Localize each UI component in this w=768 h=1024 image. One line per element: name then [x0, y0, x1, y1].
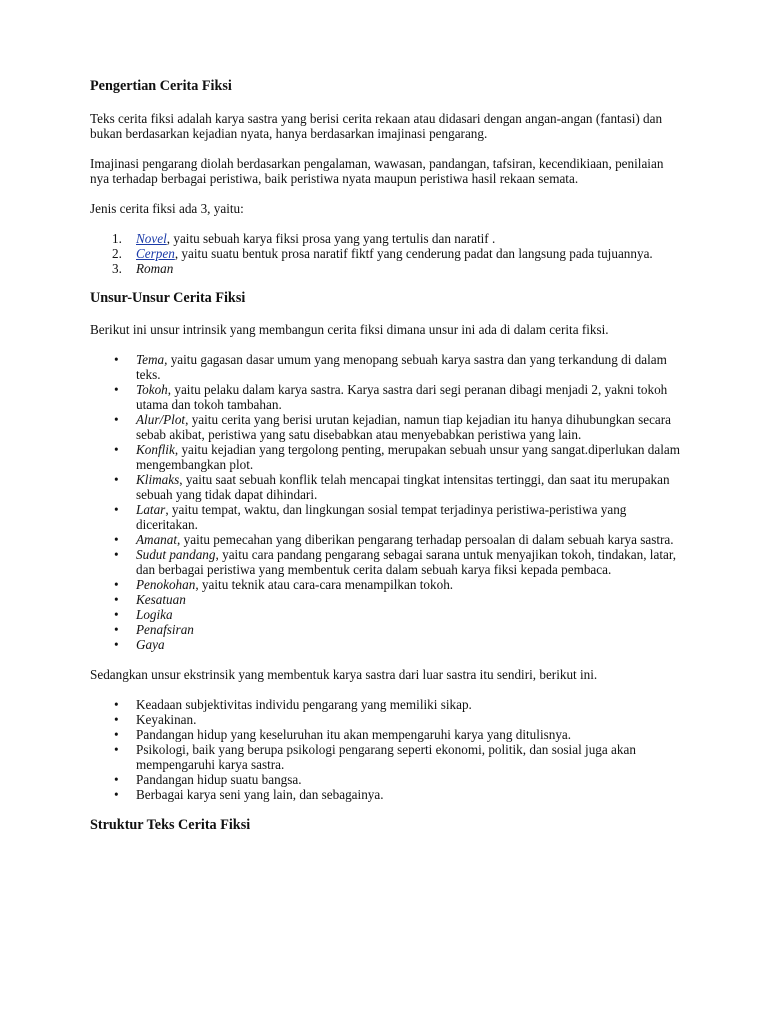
link-novel[interactable]: Novel: [136, 231, 167, 246]
paragraph-ekstrinsik-intro: Sedangkan unsur ekstrinsik yang membentuk karya sastra dari luar sastra itu sendiri, berikut ini.: [90, 667, 598, 682]
jenis-list: [90, 231, 680, 276]
document-body: [90, 78, 680, 834]
list-item: • Alur/Plot, yaitu cerita yang berisi urutan kejadian, namun tiap kejadian itu hanya dihubungkan secara sebab akibat, peristiwa yang satu disebabkan atau menyebabkan peristiwa yang lain.: [90, 412, 680, 442]
paragraph-definisi: Teks cerita fiksi adalah karya sastra yang berisi cerita rekaan atau didasari dengan angan-angan (fantasi) dan bukan berdasarkan kejadian nyata, hanya berdasarkan imajinasi pengarang.: [90, 111, 663, 141]
heading-struktur: Struktur Teks Cerita Fiksi: [90, 817, 251, 833]
list-item: • Kesatuan: [90, 592, 680, 607]
list-item: 1. Novel, yaitu sebuah karya fiksi prosa yang yang tertulis dan naratif .: [112, 231, 496, 246]
ekstrinsik-list: [90, 697, 680, 802]
intrinsik-list: [90, 352, 680, 652]
list-item: • Keadaan subjektivitas individu pengarang yang memiliki sikap.: [90, 697, 680, 712]
paragraph-intrinsik-intro: Berikut ini unsur intrinsik yang membangun cerita fiksi dimana unsur ini ada di dalam cerita fiksi.: [90, 322, 609, 337]
heading-pengertian: Pengertian Cerita Fiksi: [90, 78, 232, 94]
paragraph-imajinasi: Imajinasi pengarang diolah berdasarkan pengalaman, wawasan, pandangan, tafsiran, kecendikiaan, penilaian nya terhadap berbagai peristiwa, baik peristiwa nyata maupun peristiwa hasil rekaan semata.: [90, 156, 664, 186]
list-item: • Tema, yaitu gagasan dasar umum yang menopang sebuah karya sastra dan yang terkandung di dalam teks.: [90, 352, 680, 382]
list-item: • Pandangan hidup yang keseluruhan itu akan mempengaruhi karya yang ditulisnya.: [90, 727, 680, 742]
list-item: • Berbagai karya seni yang lain, dan sebagainya.: [90, 787, 680, 802]
link-cerpen[interactable]: Cerpen: [136, 246, 175, 261]
list-item: • Keyakinan.: [90, 712, 680, 727]
heading-unsur: Unsur-Unsur Cerita Fiksi: [90, 290, 246, 306]
list-item: 2. Cerpen, yaitu suatu bentuk prosa naratif fiktf yang cenderung padat dan langsung pada tujuannya.: [112, 246, 653, 261]
list-item: 3. Roman: [112, 261, 174, 276]
list-item: • Sudut pandang, yaitu cara pandang pengarang sebagai sarana untuk menyajikan tokoh, tindakan, latar, dan berbagai peristiwa yang membentuk cerita dalam sebuah karya fiksi kepada pembaca.: [90, 547, 680, 577]
list-item: • Tokoh, yaitu pelaku dalam karya sastra. Karya sastra dari segi peranan dibagi menjadi 2, yakni tokoh utama dan tokoh tambahan.: [90, 382, 680, 412]
list-item: • Penokohan, yaitu teknik atau cara-cara menampilkan tokoh.: [90, 577, 680, 592]
list-item: • Gaya: [90, 637, 680, 652]
list-item: • Pandangan hidup suatu bangsa.: [90, 772, 680, 787]
list-item: • Logika: [90, 607, 680, 622]
list-item: • Penafsiran: [90, 622, 680, 637]
list-item: • Amanat, yaitu pemecahan yang diberikan pengarang terhadap persoalan di dalam sebuah karya sastra.: [90, 532, 680, 547]
paragraph-jenis-intro: Jenis cerita fiksi ada 3, yaitu:: [90, 201, 244, 216]
list-item: • Psikologi, baik yang berupa psikologi pengarang seperti ekonomi, politik, dan sosial juga akan mempengaruhi karya sastra.: [90, 742, 680, 772]
list-item: • Klimaks, yaitu saat sebuah konflik telah mencapai tingkat intensitas tertinggi, dan saat itu merupakan sebuah yang tidak dapat dihindari.: [90, 472, 680, 502]
list-item: • Latar, yaitu tempat, waktu, dan lingkungan sosial tempat terjadinya peristiwa-peristiwa yang diceritakan.: [90, 502, 680, 532]
list-item: • Konflik, yaitu kejadian yang tergolong penting, merupakan sebuah unsur yang sangat.diperlukan dalam mengembangkan plot.: [90, 442, 680, 472]
